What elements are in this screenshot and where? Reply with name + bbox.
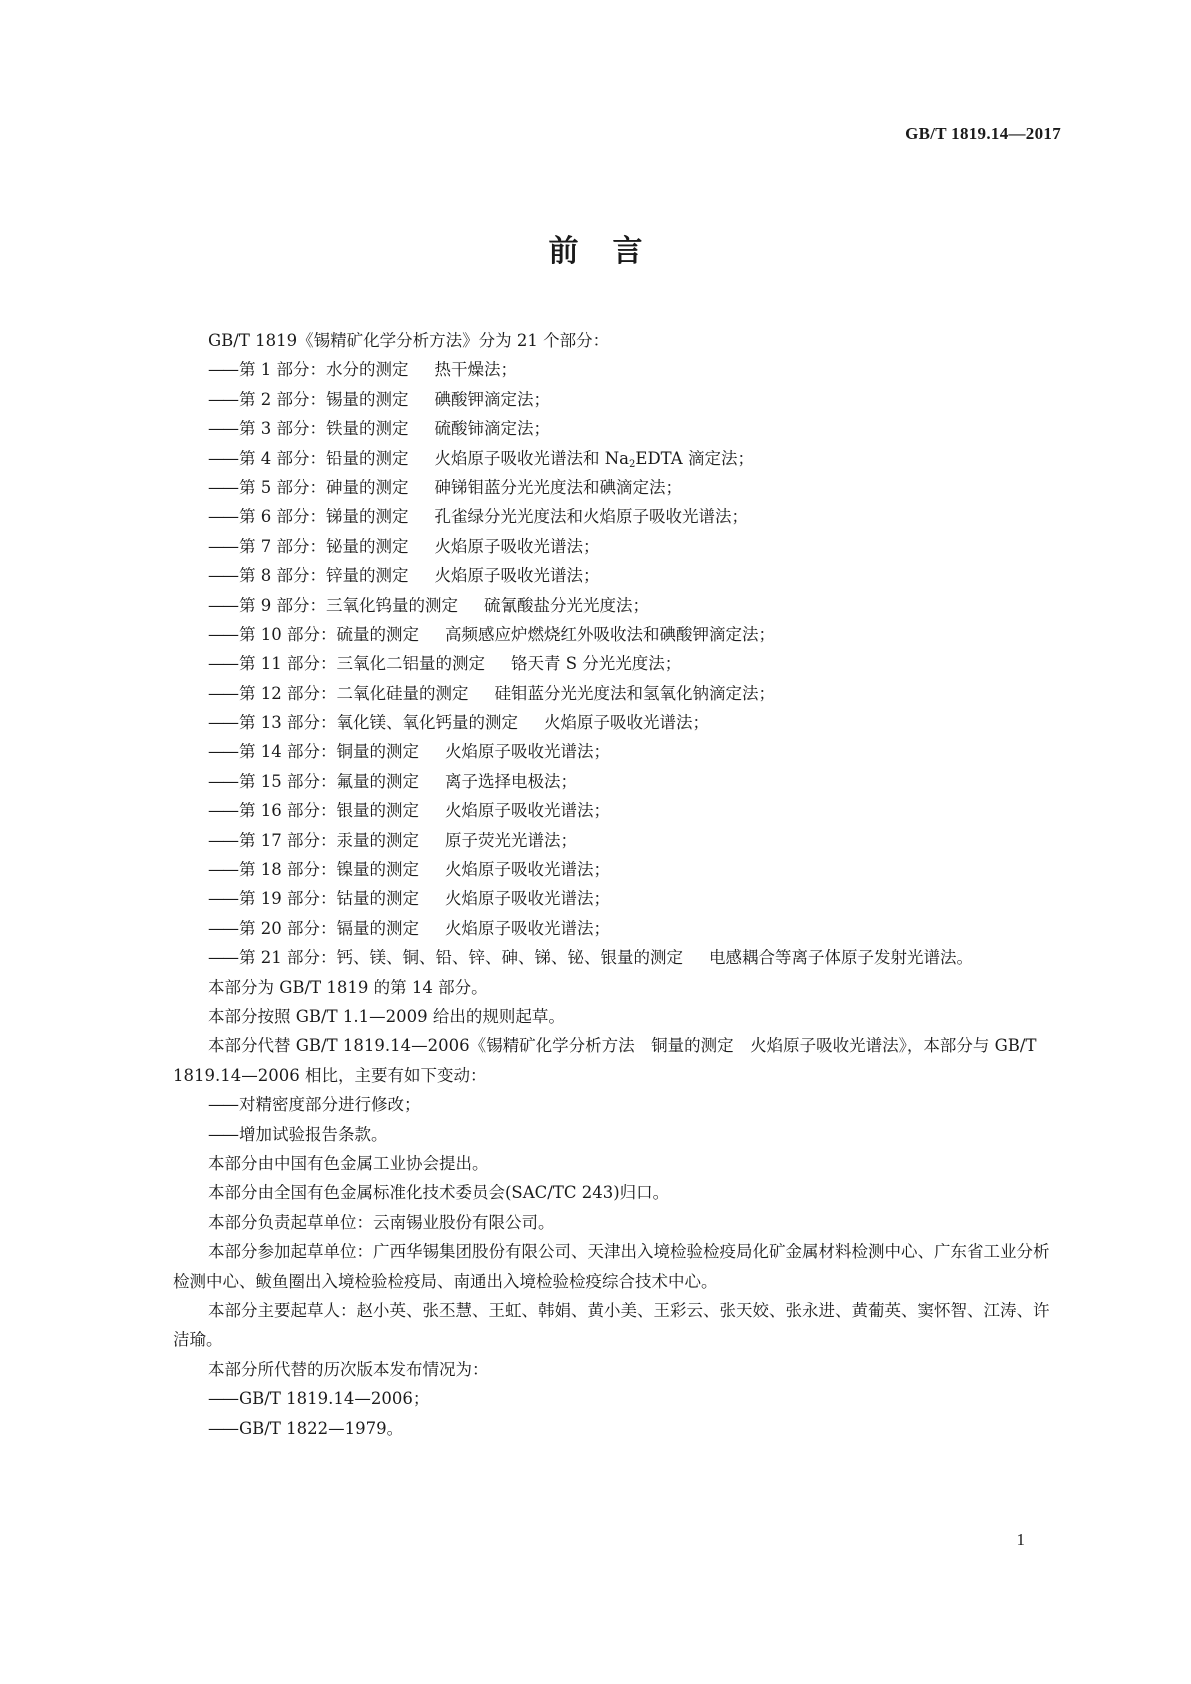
part-item	[173, 943, 1053, 972]
part-method: 火焰原子吸收光谱法；	[445, 889, 610, 909]
part-label: 第 16 部分：银量的测定	[239, 801, 419, 821]
paragraph: 本部分按照 GB/T 1.1—2009 给出的规则起草。	[208, 1006, 565, 1026]
part-method: 高频感应炉燃烧红外吸收法和碘酸钾滴定法；	[445, 624, 775, 644]
part-method: 硫酸铈滴定法；	[434, 419, 550, 439]
part-item	[173, 561, 1053, 590]
intro-line: GB/T 1819《锡精矿化学分析方法》分为 21 个部分：	[208, 331, 610, 350]
change-item: —— 增加试验报告条款。	[173, 1120, 1053, 1149]
part-method: 热干燥法；	[434, 360, 517, 380]
part-item	[173, 649, 1053, 678]
part-label: 第 4 部分：铅量的测定	[239, 448, 409, 468]
part-label: 第 8 部分：锌量的测定	[239, 566, 409, 586]
part-method: 火焰原子吸收光谱法；	[445, 860, 610, 880]
part-item	[173, 767, 1053, 796]
part-item	[173, 532, 1053, 561]
part-method: 碘酸钾滴定法；	[434, 389, 550, 409]
parts-list	[173, 355, 1053, 972]
part-item	[173, 473, 1053, 502]
part-method: 离子选择电极法；	[445, 771, 577, 791]
change-item: —— 对精密度部分进行修改；	[173, 1090, 1053, 1119]
part-method: 电感耦合等离子体原子发射光谱法。	[709, 948, 973, 968]
part-item	[173, 444, 1053, 473]
part-method: 孔雀绿分光光度法和火焰原子吸收光谱法；	[434, 507, 748, 527]
part-item	[173, 855, 1053, 884]
part-method: 硅钼蓝分光光度法和氢氧化钠滴定法；	[494, 683, 775, 703]
part-label: 第 3 部分：铁量的测定	[239, 419, 409, 439]
part-label: 第 5 部分：砷量的测定	[239, 477, 409, 497]
paragraph-participants: 本部分参加起草单位：广西华锡集团股份有限公司、天津出入境检验检疫局化矿金属材料检测中心、广东省工业分析检测中心、鲅鱼圈出入境检验检疫局、南通出入境检验检疫综合技术中心。	[173, 1242, 1050, 1291]
part-method: 火焰原子吸收光谱法；	[544, 713, 709, 733]
part-item	[173, 796, 1053, 825]
part-item	[173, 620, 1053, 649]
part-label: 第 12 部分：二氧化硅量的测定	[239, 683, 469, 703]
part-method: EDTA 滴定法；	[635, 448, 754, 468]
part-item	[173, 591, 1053, 620]
paragraph: 本部分负责起草单位：云南锡业股份有限公司。	[208, 1212, 555, 1232]
part-item	[173, 914, 1053, 943]
part-item	[173, 502, 1053, 531]
part-method: 硫氰酸盐分光光度法；	[484, 595, 649, 615]
part-label: 第 17 部分：汞量的测定	[239, 830, 419, 850]
part-label: 第 1 部分：水分的测定	[239, 360, 409, 380]
part-label: 第 21 部分：钙、镁、铜、铅、锌、砷、锑、铋、银量的测定	[239, 948, 683, 968]
part-label: 第 7 部分：铋量的测定	[239, 536, 409, 556]
part-label: 第 14 部分：铜量的测定	[239, 742, 419, 762]
part-method: 火焰原子吸收光谱法和 Na	[434, 448, 630, 468]
part-item	[173, 826, 1053, 855]
part-item	[173, 708, 1053, 737]
part-label: 第 15 部分：氟量的测定	[239, 771, 419, 791]
part-method: 火焰原子吸收光谱法；	[445, 742, 610, 762]
part-method: 火焰原子吸收光谱法；	[434, 566, 600, 586]
part-item	[173, 737, 1053, 766]
formula-subscript: 2	[629, 458, 636, 470]
foreword-body	[173, 326, 1053, 1443]
part-method: 火焰原子吸收光谱法；	[445, 918, 610, 938]
previous-version-item: —— GB/T 1822—1979。	[173, 1414, 1053, 1443]
paragraph-supersedes: 本部分代替 GB/T 1819.14—2006《锡精矿化学分析方法 铜量的测定 火焰原子吸收光谱法》，本部分与 GB/T 1819.14—2006 相比，主要有如下变动：	[173, 1036, 1037, 1085]
part-label: 第 9 部分：三氧化钨量的测定	[239, 595, 458, 615]
part-item	[173, 884, 1053, 913]
part-method: 原子荧光光谱法；	[445, 830, 577, 850]
paragraph-drafters: 本部分主要起草人：赵小英、张丕慧、王虹、韩娟、黄小美、王彩云、张天姣、张永进、黄葡英、窦怀智、江涛、许洁瑜。	[173, 1300, 1050, 1350]
part-label: 第 19 部分：钴量的测定	[239, 889, 419, 909]
part-label: 第 10 部分：硫量的测定	[239, 624, 419, 644]
previous-version-item: —— GB/T 1819.14—2006；	[173, 1384, 1053, 1413]
part-method: 砷锑钼蓝分光光度法和碘滴定法；	[434, 477, 682, 497]
page-title: 前言	[548, 234, 677, 269]
part-item	[173, 385, 1053, 414]
part-label: 第 20 部分：镉量的测定	[239, 918, 419, 938]
paragraph: 本部分由中国有色金属工业协会提出。	[208, 1153, 489, 1173]
paragraph: 本部分所代替的历次版本发布情况为：	[208, 1359, 489, 1379]
part-label: 第 18 部分：镍量的测定	[239, 860, 419, 880]
part-method: 火焰原子吸收光谱法；	[434, 536, 600, 556]
part-label: 第 11 部分：三氧化二铝量的测定	[239, 654, 485, 674]
part-label: 第 2 部分：锡量的测定	[239, 389, 409, 409]
part-label: 第 13 部分：氧化镁、氧化钙量的测定	[239, 713, 518, 733]
part-method: 火焰原子吸收光谱法；	[445, 801, 610, 821]
part-item	[173, 355, 1053, 384]
part-label: 第 6 部分：锑量的测定	[239, 507, 409, 527]
part-item	[173, 679, 1053, 708]
part-method: 铬天青 S 分光光度法；	[511, 654, 682, 674]
document-code: GB/T 1819.14—2017	[905, 124, 1061, 143]
page-number: 1	[1016, 1530, 1025, 1549]
part-item	[173, 414, 1053, 443]
paragraph: 本部分为 GB/T 1819 的第 14 部分。	[208, 977, 488, 997]
paragraph: 本部分由全国有色金属标准化技术委员会(SAC/TC 243)归口。	[208, 1183, 670, 1203]
